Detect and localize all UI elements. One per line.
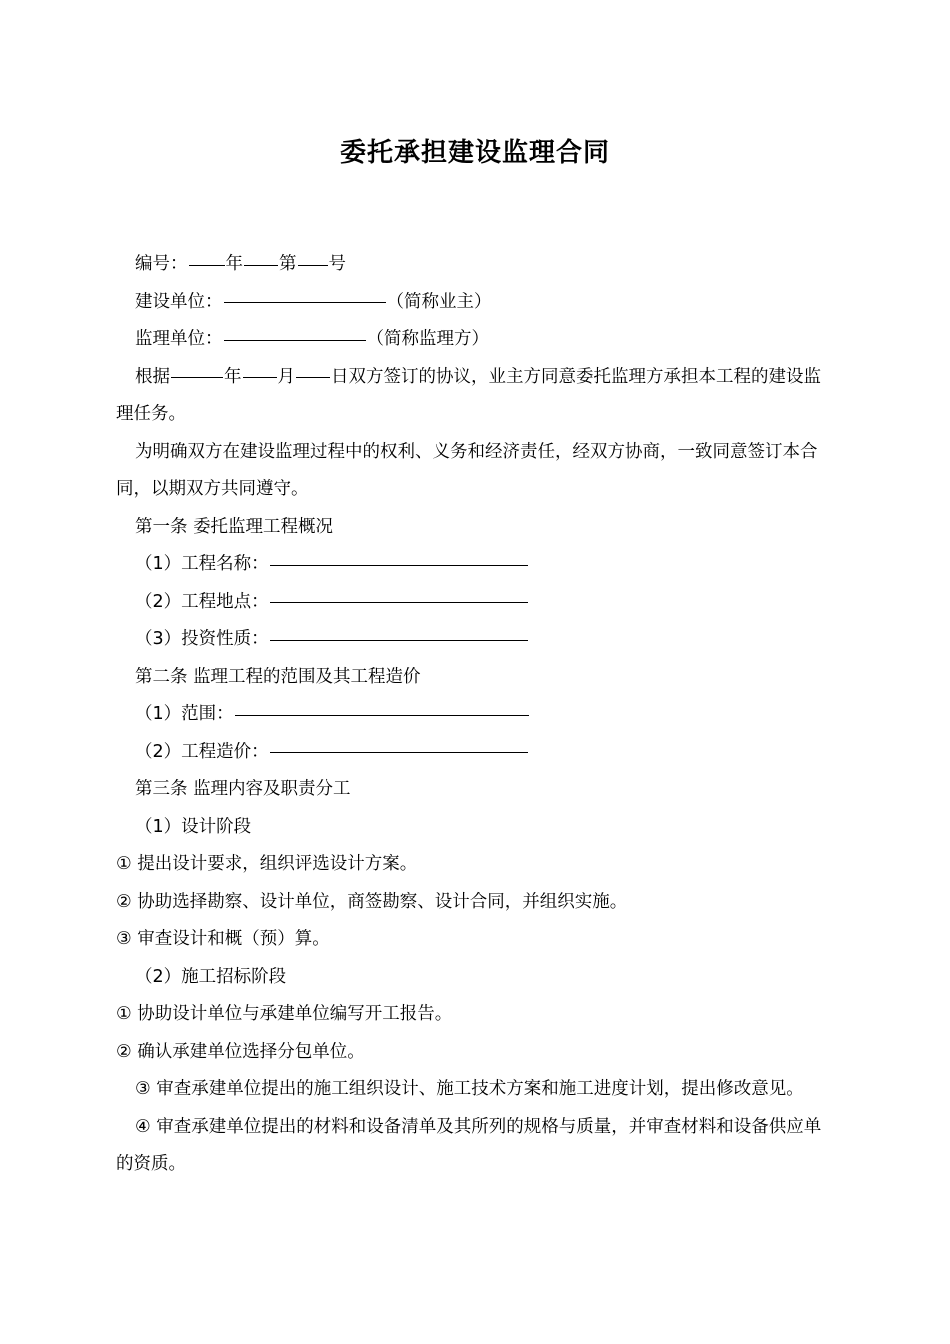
fill-blank (270, 621, 528, 640)
fill-blank (270, 734, 528, 753)
contract-number-year: 年 (225, 254, 243, 274)
article-1-item (116, 546, 836, 584)
document-title: 委托承担建设监理合同 (339, 138, 610, 168)
bid-stage-heading: （2）施工招标阶段 (135, 966, 287, 987)
contract-number-di: 第 (279, 254, 297, 274)
list-item: ③ 审查承建单位提出的施工组织设计、施工技术方案和施工进度计划，提出修改意见。 (135, 1079, 804, 1099)
intro-p1-year: 年 (224, 366, 242, 387)
intro-p1-month: 月 (277, 366, 295, 387)
list-item: ① 协助设计单位与承建单位编写开工报告。 (116, 1004, 453, 1024)
article-1-heading: 第一条 委托监理工程概况 (135, 516, 334, 537)
agreement-month-blank (243, 359, 277, 378)
intro-paragraph-2: 为明确双方在建设监理过程中的权利、义务和经济责任，经双方协商，一致同意签订本合同，以期双方共同遵守。 (116, 441, 818, 499)
article-2-item (116, 696, 836, 734)
item-label: （2）工程造价： (135, 741, 269, 762)
item-label: （2）工程地点： (135, 591, 269, 612)
item-label: （3）投资性质： (135, 629, 269, 649)
supervisor-label: 监理单位： (135, 329, 223, 349)
article-1-item (116, 621, 836, 659)
article-2-heading: 第二条 监理工程的范围及其工程造价 (135, 666, 421, 687)
list-item: ③ 审查设计和概（预）算。 (116, 929, 330, 949)
supervisor-blank (224, 321, 366, 340)
article-3-heading: 第三条 监理内容及职责分工 (135, 779, 351, 799)
contract-number-label: 编号： (135, 254, 188, 274)
document-body (116, 246, 836, 1184)
fill-blank (270, 584, 528, 603)
serial-blank (298, 246, 328, 265)
batch-blank (244, 246, 278, 265)
list-item: ① 提出设计要求，组织评选设计方案。 (116, 854, 418, 874)
list-item: ② 确认承建单位选择分包单位。 (116, 1041, 365, 1062)
owner-note: （简称业主） (386, 291, 492, 312)
item-label: （1）范围： (135, 704, 234, 724)
year-blank (189, 246, 225, 265)
fill-blank (235, 696, 529, 715)
article-2-item (116, 734, 836, 772)
owner-line (116, 284, 836, 322)
supervisor-note: （简称监理方） (366, 329, 489, 349)
intro-paragraph-1 (116, 359, 836, 434)
intro-p1-rest: 日双方签订的协议，业主方同意委托监理方承担本工程的建设监理任务。 (116, 366, 821, 424)
agreement-day-blank (296, 359, 330, 378)
agreement-year-blank (171, 359, 223, 378)
intro-p1-start: 根据 (135, 366, 170, 387)
owner-label: 建设单位： (135, 291, 223, 312)
contract-number-hao: 号 (328, 254, 346, 274)
supervisor-line (116, 321, 836, 359)
item-label: （1）工程名称： (135, 554, 269, 574)
list-item: ② 协助选择勘察、设计单位，商签勘察、设计合同，并组织实施。 (116, 891, 628, 912)
list-item: ④ 审查承建单位提出的材料和设备清单及其所列的规格与质量，并审查材料和设备供应单的资质。 (116, 1116, 822, 1174)
fill-blank (270, 546, 528, 565)
owner-blank (224, 284, 386, 303)
article-1-item (116, 584, 836, 622)
contract-number-line (116, 246, 836, 284)
design-stage-heading: （1）设计阶段 (135, 816, 252, 837)
